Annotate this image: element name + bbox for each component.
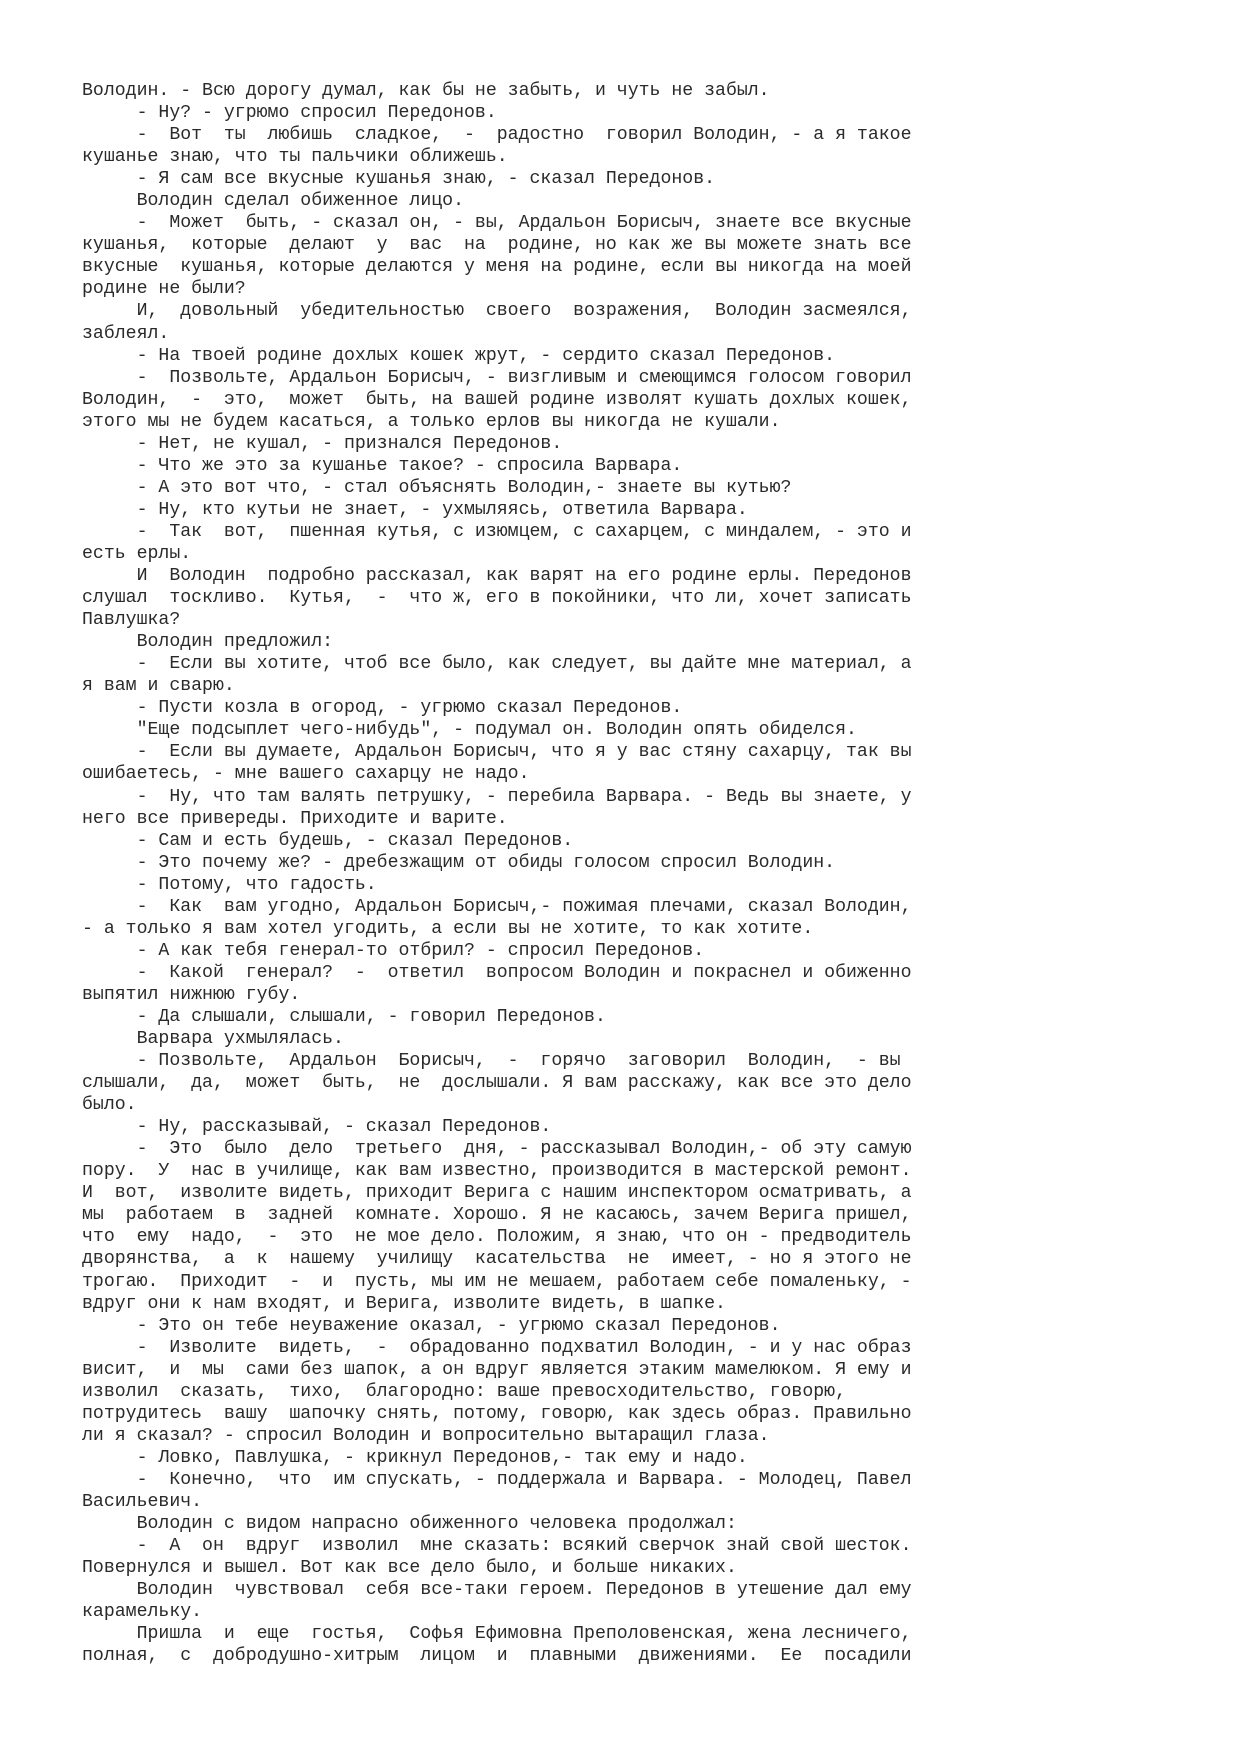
text-line: родине не были? [82, 279, 246, 300]
text-line: - Вот ты любишь сладкое, - радостно говорил Володин, - а я такое [82, 125, 912, 146]
text-line: вдруг они к нам входят, и Верига, изволите видеть, в шапке. [82, 1293, 726, 1314]
text-line: - Это он тебе неуважение оказал, - угрюмо сказал Передонов. [82, 1315, 781, 1336]
text-line: я вам и сварю. [82, 676, 235, 697]
text-line: Васильевич. [82, 1492, 203, 1512]
text-line: - Это было дело третьего дня, - рассказывал Володин,- об эту самую [82, 1139, 912, 1160]
text-line: - На твоей родине дохлых кошек жрут, - сердито сказал Передонов. [82, 345, 836, 366]
text-line: карамельку. [82, 1602, 203, 1623]
text-line: Володин, - это, может быть, на вашей родине изволят кушать дохлых кошек, [82, 389, 912, 410]
text-line: - Может быть, - сказал он, - вы, Ардальон Борисыч, знаете все вкусные [82, 213, 912, 234]
text-line: ли я сказал? - спросил Володин и вопросительно вытаращил глаза. [82, 1425, 770, 1446]
text-line: - Как вам угодно, Ардальон Борисыч,- пожимая плечами, сказал Володин, [82, 896, 912, 917]
text-line: висит, и мы сами без шапок, а он вдруг является этаким мамелюком. Я ему и [82, 1359, 912, 1380]
text-line: - Изволите видеть, - обрадованно подхватил Володин, - и у нас образ [82, 1337, 912, 1358]
text-line: - Если вы хотите, чтоб все было, как следует, вы дайте мне материал, а [82, 654, 912, 675]
text-line: есть ерлы. [82, 543, 192, 564]
text-line: трогаю. Приходит - и пусть, мы им не мешаем, работаем себе помаленьку, - [82, 1271, 912, 1292]
text-line: - А как тебя генерал-то отбрил? - спросил Передонов. [82, 940, 705, 961]
text-line: - А это вот что, - стал объяснять Володин,- знаете вы кутью? [82, 477, 792, 498]
text-line: - Что же это за кушанье такое? - спросила Варвара. [82, 455, 683, 476]
text-line: - Нет, не кушал, - признался Передонов. [82, 433, 563, 454]
text-line: дворянства, а к нашему училищу касательства не имеет, - но я этого не [82, 1249, 912, 1270]
text-line: Павлушка? [82, 610, 181, 631]
text-line: Повернулся и вышел. Вот как все дело было, и больше никаких. [82, 1558, 737, 1579]
text-line: - Какой генерал? - ответил вопросом Володин и покраснел и обиженно [82, 962, 912, 983]
text-line: ошибаетесь, - мне вашего сахарцу не надо. [82, 764, 530, 785]
text-line: - Это почему же? - дребезжащим от обиды голосом спросил Володин. [82, 852, 836, 873]
text-line: кушанье знаю, что ты пальчики оближешь. [82, 147, 508, 168]
text-line: - Конечно, что им спускать, - поддержала и Варвара. - Молодец, Павел [82, 1469, 912, 1490]
text-line: полная, с добродушно-хитрым лицом и плавными движениями. Ее посадили [82, 1646, 912, 1667]
text-line: - Ну? - угрюмо спросил Передонов. [82, 103, 497, 124]
text-line: заблеял. [82, 323, 170, 344]
text-line: было. [82, 1095, 137, 1116]
text-line: Володин. - Всю дорогу думал, как бы не забыть, и чуть не забыл. [82, 81, 770, 101]
text-line: кушанья, которые делают у вас на родине, но как же вы можете знать все [82, 235, 912, 256]
text-line: этого мы не будем касаться, а только ерлов вы никогда не кушали. [82, 411, 781, 432]
text-line: - Ну, рассказывай, - сказал Передонов. [82, 1117, 552, 1138]
text-line: Володин сделал обиженное лицо. [82, 191, 464, 212]
text-line: - Если вы думаете, Ардальон Борисыч, что я у вас стяну сахарцу, так вы [82, 742, 912, 763]
text-line: слышали, да, может быть, не дослышали. Я вам расскажу, как все это дело [82, 1073, 912, 1094]
text-line: Варвара ухмылялась. [82, 1029, 344, 1050]
text-line: - Сам и есть будешь, - сказал Передонов. [82, 830, 574, 851]
text-line: - Ну, что там валять петрушку, - перебила Варвара. - Ведь вы знаете, у [82, 786, 912, 807]
text-line: что ему надо, - это не мое дело. Положим, я знаю, что он - предводитель [82, 1227, 912, 1248]
body-text [82, 80, 1082, 1667]
text-line: Володин с видом напрасно обиженного человека продолжал: [82, 1514, 737, 1535]
text-line: - Да слышали, слышали, - говорил Передонов. [82, 1006, 606, 1027]
text-line: выпятил нижнюю губу. [82, 984, 301, 1005]
text-line: - Пусти козла в огород, - угрюмо сказал Передонов. [82, 698, 683, 719]
text-line: - Ну, кто кутьи не знает, - ухмыляясь, ответила Варвара. [82, 499, 748, 520]
text-line: Пришла и еще гостья, Софья Ефимовна Преполовенская, жена лесничего, [82, 1624, 912, 1645]
text-line: - Ловко, Павлушка, - крикнул Передонов,- так ему и надо. [82, 1447, 748, 1468]
text-line: И вот, изволите видеть, приходит Верига с нашим инспектором осматривать, а [82, 1183, 912, 1204]
text-line: - Потому, что гадость. [82, 874, 377, 895]
text-line: мы работаем в задней комнате. Хорошо. Я не касаюсь, зачем Верига пришел, [82, 1205, 912, 1226]
text-line: Володин чувствовал себя все-таки героем. Передонов в утешение дал ему [82, 1580, 912, 1601]
text-line: - Позвольте, Ардальон Борисыч, - визгливым и смеющимся голосом говорил [82, 367, 912, 388]
text-line: вкусные кушанья, которые делаются у меня на родине, если вы никогда на моей [82, 257, 912, 278]
text-line: него все привереды. Приходите и варите. [82, 808, 508, 829]
text-line: - А он вдруг изволил мне сказать: всякий сверчок знай свой шесток. [82, 1536, 912, 1557]
text-line: слушал тоскливо. Кутья, - что ж, его в покойники, что ли, хочет записать [82, 588, 912, 609]
text-line: - Позвольте, Ардальон Борисыч, - горячо заговорил Володин, - вы [82, 1051, 901, 1072]
text-line: И, довольный убедительностью своего возражения, Володин засмеялся, [82, 301, 912, 322]
text-line: - Так вот, пшенная кутья, с изюмцем, с сахарцем, с миндалем, - это и [82, 521, 912, 542]
text-line: изволил сказать, тихо, благородно: ваше превосходительство, говорю, [82, 1381, 846, 1402]
text-line: "Еще подсыплет чего-нибудь", - подумал он. Володин опять обиделся. [82, 720, 857, 741]
text-line: И Володин подробно рассказал, как варят на его родине ерлы. Передонов [82, 566, 912, 587]
text-line: потрудитесь вашу шапочку снять, потому, говорю, как здесь образ. Правильно [82, 1403, 912, 1424]
text-line: - а только я вам хотел угодить, а если вы не хотите, то как хотите. [82, 918, 814, 939]
text-line: Володин предложил: [82, 632, 334, 653]
text-line: пору. У нас в училище, как вам известно, производится в мастерской ремонт. [82, 1161, 912, 1182]
text-line: - Я сам все вкусные кушанья знаю, - сказал Передонов. [82, 169, 716, 190]
